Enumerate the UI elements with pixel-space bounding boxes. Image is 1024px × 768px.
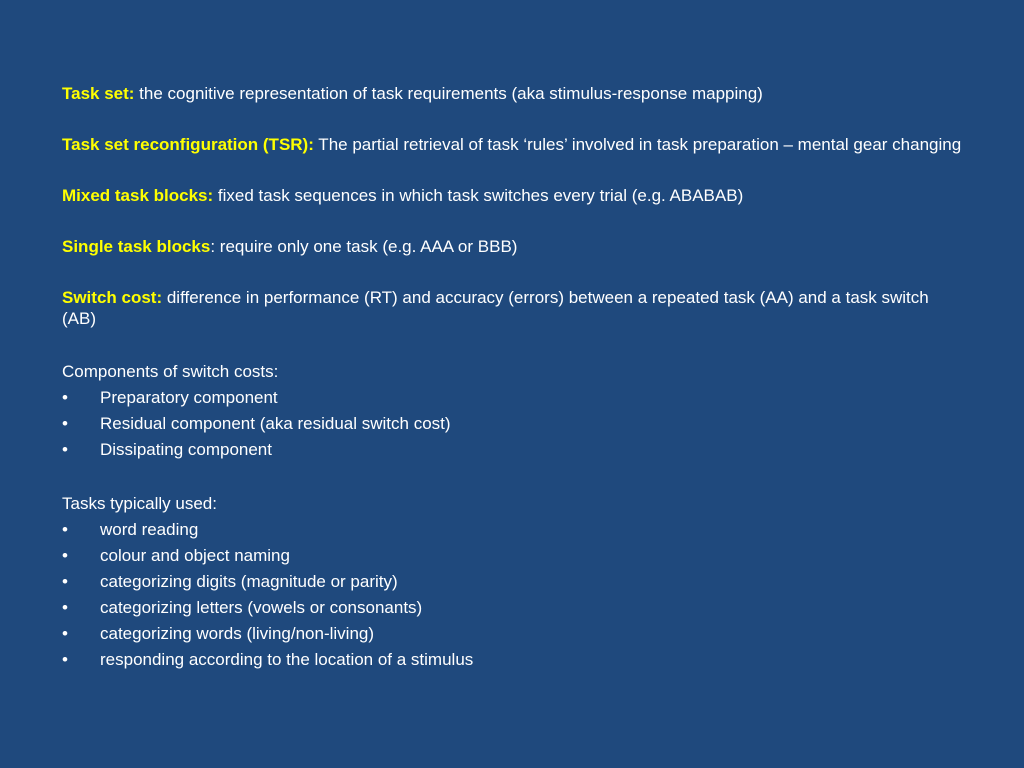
definition-term: Task set reconfiguration (TSR): [62,135,314,154]
list-item [62,385,964,411]
definition-term: Task set: [62,84,135,103]
bullet-icon: • [62,598,68,617]
list-item [62,437,964,463]
bullet-icon: • [62,546,68,565]
list-item [62,569,964,595]
bullet-icon: • [62,624,68,643]
list-item-text: Preparatory component [100,388,278,407]
definition-switch-cost [62,287,964,329]
definition-term: Mixed task blocks: [62,186,214,205]
definition-text: : require only one task (e.g. AAA or BBB) [210,237,518,256]
components-heading: Components of switch costs: [62,362,279,381]
definition-text: the cognitive representation of task requirements (aka stimulus-response mapping) [134,84,763,103]
definition-text: The partial retrieval of task ‘rules’ involved in task preparation – mental gear changing [313,135,962,154]
bullet-icon: • [62,414,68,433]
definition-term: Switch cost: [62,288,163,307]
bullet-icon: • [62,520,68,539]
list-item [62,411,964,437]
tasks-section [62,491,964,673]
list-item [62,647,964,673]
list-item-text: categorizing words (living/non-living) [100,624,375,643]
list-item-text: categorizing digits (magnitude or parity) [100,572,398,591]
bullet-icon: • [62,388,68,407]
definition-text: fixed task sequences in which task switches every trial (e.g. ABABAB) [213,186,744,205]
definition-task-set [62,83,964,104]
list-item [62,595,964,621]
components-list [62,385,964,463]
components-section [62,359,964,463]
list-item-text: responding according to the location of a stimulus [100,650,474,669]
list-item-text: categorizing letters (vowels or consonants) [100,598,423,617]
tasks-list [62,517,964,673]
tasks-heading: Tasks typically used: [62,494,217,513]
list-item [62,543,964,569]
definition-text: difference in performance (RT) and accuracy (errors) between a repeated task (AA) and a task switch (AB) [62,288,929,328]
list-item-text: Dissipating component [100,440,272,459]
list-item-text: word reading [100,520,199,539]
list-item-text: colour and object naming [100,546,290,565]
bullet-icon: • [62,572,68,591]
bullet-icon: • [62,650,68,669]
definition-mixed-task-blocks [62,185,964,206]
list-item-text: Residual component (aka residual switch cost) [100,414,451,433]
list-item [62,621,964,647]
bullet-icon: • [62,440,68,459]
definition-term: Single task blocks [62,237,211,256]
list-item [62,517,964,543]
definition-task-set-reconfiguration [62,134,964,155]
definition-single-task-blocks [62,236,964,257]
